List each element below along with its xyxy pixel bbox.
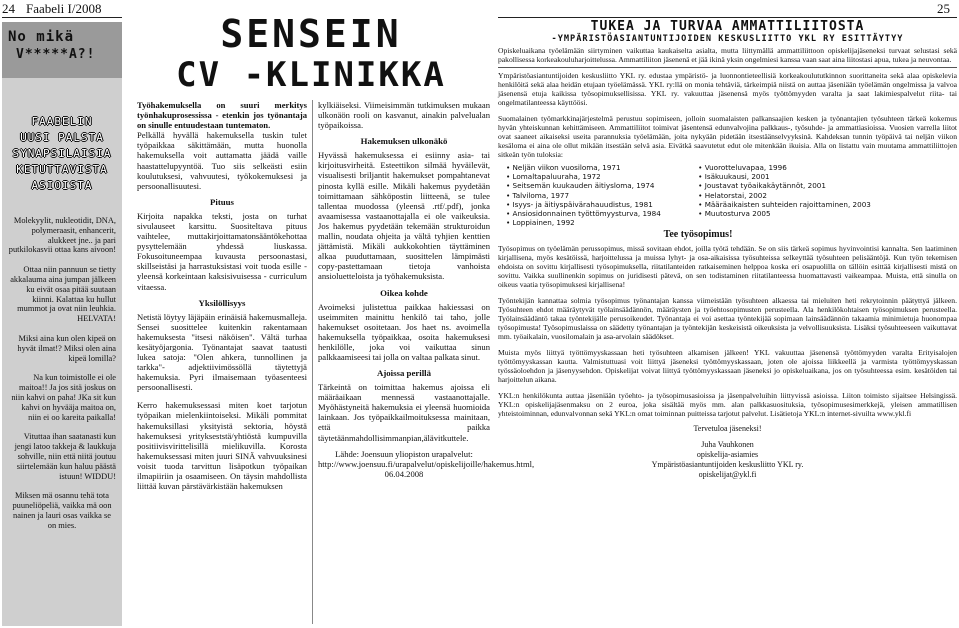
list-item: • Määräaikaisten suhteiden rajoittaminen, 2003 (698, 200, 957, 209)
sidebar-column-title-line: SYNAPSILAISIA (12, 147, 112, 160)
article1-heading-yksilollisyys: Yksilöllisyys (198, 297, 246, 308)
complaint-paragraph: Miksen mä osannu tehä tota puuneliöpeliä, vaikka mä oon nainen ja lauri osas vaikka se on mies. (12, 491, 112, 530)
sidebar-title-line2: V*****A?! (16, 47, 96, 62)
article1-paragraph: Netistä löytyy läjäpäin erinäisiä hakemusmalleja. Sensei suosittelee kuitenkin rakentamaan hakemuksesta "itsesi näköisen". Vältä turhaa kesätyöjargonia. Työnantajat saavat taatusti lukea satoja: "Olen ahkera, tunnollinen ja tarkka"- adjektiivimössöllä täytettyjä hakemuksia. Pyri ilmaisemaan työasenteesi persoonallisesti. (137, 311, 307, 393)
article1-paragraph: Avoimeksi julistettua paikkaa hakiessasi on useimmiten mainittu henkilö tai taho, jolle hakemukset osoitetaan. Jos haet ns. avoimella hakemuksella työpaikkaa, osoita hakemuksesi henkilölle, joka voi vaikuttaa sinun palkkaamiseesi tai jolla on valtaa palkata sinut. (318, 301, 490, 362)
article2-intro: Opiskeluaikana työelämään siirtyminen vaikuttaa kaukaiselta asialta, mutta liittymällä ammattiliittoon opiskelijajäseneksi turvaat selustasi sekä pakollisessa korkeakouluharjoittelussa. Ammattiliiton jäsenenä et jää ikinä yksin ongelmiesi kanssa vaan saat aina liitostasi apua, tukea ja neuvontaa. (498, 46, 957, 64)
article2-title: TUKEA JA TURVAA AMMATTILIITOSTA (590, 19, 865, 34)
article2-paragraph: Ympäristöasiantuntijoiden keskusliitto YKL ry. edustaa ympäristö- ja luonnontieteellisiä korkeakoulututkinnon suorittaneita sekä alaa opiskelevia henkilöitä sekä alaa heidän etujaan työelämässä. YKL ry:llä on monia tehtäviä, tärkeimpiä niistä on auttaa jäseniään työelämän ongelmissa ja valvoa jäsenensä etuja kaikissa työsopimuksellisissa. YKL ry. vakuuttaa jäsenensä myös työttömyyden varalta ja saat lakimiespalvelut riita- tai ongelmatilanteessa käyttöösi. (498, 71, 957, 107)
article1-source: Lähde: Joensuun yliopiston urapalvelut: http://www.joensuu.fi/urapalvelut/opiskelijoille/hakemus.html, 06.04.2008 (318, 448, 535, 479)
complaint-paragraph: Ottaa niin pannuun se tietty akkalauma aina jumpan jälkeen ku eivät osaa pitää suutaan kiinni. Kalattaa ku hullut mummot ja ovat niin leuhkia. HELVATA! (10, 265, 116, 324)
sidebar-complaints (2, 216, 122, 531)
article1-column2 (318, 100, 535, 479)
article1-paragraph: Kerro hakemuksessasi miten koet tarjotun työpaikan mielenkiintoiseksi. Mikäli pommitat hakemuksillasi yksityistä sektoria, höystä hakemuksesi yritykseststä/yhtiöstä kumpuvilla positiivisvirittelisillä mielikuvilla. Korosta hakemuksessasi miten juuri SINÄ vahvuuksinesi voisit tuoda tarvittun lisäpotkun työpaikan ilmapiiriin ja osaamiseen. On täysin mahdollista liittää kuvan pärstävärkistään hakemuksen (137, 400, 307, 492)
complaint-paragraph: Molekyylit, nukleotidit, DNA, polymeraasit, enhancerit, alukkeet jne.. ja pari putkilokasvii ottaa kans aivoon! (8, 216, 116, 255)
article2-paragraph: Suomalainen työmarkkinajärjestelmä perustuu sopimiseen, jolloin suomalaisten palkansaajien kesken ja työnantajien työsuhteen tärkeä kokemus hyvän yhteiskunnan kehittämiseen. Ammattiliitot toimivat jäsentensä edunvalvojina palkkaus-, työsuhde- ja ammattiasioissa. Vuosien varrella liitot ovat saaneet aikaiseksi useita parannuksia työelämään, joita nykyään pidetään itsestäänselvyyksinä. Kahdeksan tunnin työpäivä tai neljän viikon kesäloma ei aina ole ollut mikään itsestään selvä asia. Eivätkä saavutetut edut ole mitenkään ikuisia. Alla on listattu vain muutama ammattiliittojen sitkeän työn tuloksia: (498, 114, 957, 159)
article2-subtitle: -YMPÄRISTÖASIANTUNTIJOIDEN KESKUSLIITTO YKL RY ESITTÄYTYY (551, 34, 904, 44)
sidebar-column-title-line: UUSI PALSTA (20, 131, 104, 144)
signature-name: Juha Vauhkonen (701, 440, 754, 450)
achievements-list-left (498, 163, 690, 227)
list-item: • Neljän viikon vuosiloma, 1971 (506, 163, 690, 172)
list-item: • Lomaltapaluuraha, 1972 (506, 172, 690, 181)
article1-paragraph: Kirjoita napakka teksti, josta on turhat sivulauseet karsittu. Suositeltava pituus vaihtelee, muttakirjoittamatonsääntökehottaa pysyttelemään yhdessä liuskassa. Fokusoituneempaa kuvausta persoonastasi, skillseistäsi ja harrastuksistasi voit tuoda esille - yleensä korkeintaan kaksisivuisessa - curriculum vitaessa. (137, 210, 307, 292)
article2-signature (498, 440, 957, 480)
list-item: • Muutosturva 2005 (698, 209, 957, 218)
page-number-left: 24 (2, 1, 15, 16)
complaint-paragraph: Na kun toimistolle ei ole maitoa!! Ja jos sitä joskus on niin kahvi on paha! JKa sit kun kahvi on hyvääja maitoa on, niin ei oo kareita paikalla! (11, 373, 116, 422)
article1-column1 (137, 100, 307, 491)
complaint-paragraph: Vituttaa ihan saatanasti kun jengi latoo takkeja & laukkuja sohville, niin että niitä joutuu siirtelemään kun haluu päästä istuun! WIDDU! (14, 432, 116, 481)
column-divider (312, 100, 313, 624)
list-item: • Isäkuukausi, 2001 (698, 172, 957, 181)
article1-paragraph: Tärkeintä on toimittaa hakemus ajoissa eli määräaikaan mennessä vastaanottajalle. Myöhästyneitä hakemuksia ei yleensä huomioida lainkaan. Jos työpaikkailmoituksessa mainitaan, että paikka täytetäänmahdollisimmanpian,älävitkuttele. (318, 382, 490, 443)
achievements-list (498, 163, 957, 227)
article1-lead: Työhakemuksella on suuri merkitys työnhakuprosessissa - etenkin jos työnantaja on sinulle entuudestaan tuntematon. (137, 100, 307, 131)
list-item: • Joustavat työaikakäytännöt, 2001 (698, 181, 957, 190)
article2-rule (498, 67, 957, 68)
article1-paragraph: Pelkällä hyvällä hakemuksella tuskin tulet työpaikkaa säkittämään, mutta huonolla hakemuksella voit auttamatta jäädä vaille haastattelupyyntöä. Tuo siis selkeästi esiin koulutuksesi, vahvuutesi, työkokemuksesi ja persoonallisuutesi. (137, 130, 307, 191)
sidebar (2, 22, 122, 626)
article1-heading-oikea-kohde: Oikea kohde (380, 287, 428, 298)
article2-paragraph: YKL:n henkilökunta auttaa jäseniään työehto- ja työsopimusasioissa ja jäsenpalveluihin liittyvissä asioissa. Liiton toimisto sijaitsee Helsingissä. YKL:n opiskelijajäsenmaksu on 2 euroa, joka sisältää myös mm. alan palkkasuosituksia, työsopimusesimerkkejä, yleisen ammatillisen yhteistoiminnan, edunvalvonnan sekä YKL:n omat toiminnan puitteissa tarjotut palvelut. Lisätietoja YKL:n internet-sivuilta www.ykl.fi (498, 391, 957, 419)
sidebar-title-line1: No mikä (8, 29, 75, 45)
list-item: • Vuorotteluvapaa, 1996 (698, 163, 957, 172)
sidebar-title-area (2, 22, 122, 78)
article2-heading-tyosopimus: Tee työsopimus! (663, 229, 733, 241)
article1-heading-ajoissa: Ajoissa perillä (376, 368, 431, 379)
sidebar-column-title-line: KETUTTAVISTA (16, 163, 108, 176)
article1-heading-ulkonako: Hakemuksen ulkonäkö (360, 136, 448, 147)
article1-heading-pituus: Pituus (210, 196, 234, 207)
list-item: • Helatorstai, 2002 (698, 191, 957, 200)
article1-title: SENSEIN (220, 12, 402, 56)
signature-email: opiskelijat@ykl.fi (698, 470, 757, 480)
article1-subtitle: CV -KLINIKKA (176, 55, 446, 95)
article2 (498, 20, 957, 480)
list-item: • Isyys- ja äitiyspäivärahauudistus, 1981 (506, 200, 690, 209)
list-item: • Seitsemän kuukauden äitiysloma, 1974 (506, 181, 690, 190)
article2-paragraph: Muista myös liittyä työttömyyskassaan heti työsuhteen alkamisen jälkeen! YKL vakuuttaa jäsenensä työttömyyden varalta Erityisalojen työttömyyskassan kautta. Valmistuttuasi voit liittyä jäseneksi työttömyyskassaan, joten ole ajoissa liikkeellä ja varmista työttömyyskassan työssäoloehdon ja jäsenyysehdon. Opiskelijat voivat liittyä työttömyyskassaan jäseneksi jo opiskeluaikana, jos on työsuhteessa esim. kesätöiden tai harjoittelun aikana. (498, 348, 957, 385)
article2-closing: Tervetuloa jäseneksi! (693, 424, 762, 434)
article1-paragraph: kylkiäiseksi. Viimeisimmän tutkimuksen mukaan ulkonäön rooli on kasvanut, ainakin palvelualan työpaikoissa. (318, 100, 490, 131)
list-item: • Talviloma, 1977 (506, 191, 690, 200)
header-rule-right (498, 17, 957, 18)
article2-paragraph: Työsopimus on työelämän perussopimus, missä sovitaan ehdot, joilla työtä tehdään. Se on siis tärkeä sopimus hyvinvointisi kannalta. Sen laatiminen kirjallisena, myös kesätöissä, harjoittelussa ja muissa lyhyt- ja osa-aikaisissa työsuhteissa selkeyttää työsuhteen pelisääntöjä. Kun työn tekemisen ehdoista on sovittu kirjallisesti työsopimuksella, riitatilanteiden ratkaiseminen helppoa koska eri osapuolilla on tällöin esittää kirjallisesti mistä on sovittu. Vaikka suullinenkin sopimus on juridisesti pätevä, on sen todistaminen riitatilanteessa huomattavasti vaikeampaa. Muista, että sinulla on oikeus vaatia työsopimuksesi kirjallisena! (498, 244, 957, 290)
sidebar-column-title (2, 114, 122, 194)
list-item: • Loppiainen, 1992 (506, 218, 690, 227)
article1-paragraph: Hyvässä hakemuksessa ei esiinny asia- tai kirjoitusvirheitä. Esteettikon silmää hyväilevät, visualisesti briljantit hakemukset pompahtanevat pinosta kyllä esille. Mikäli hakemus pyydetään toimittamaan sähköpostin liitteenä, se tulee tallentaa muodossa (yleensä .rtf/.pdf), jonka avaamisessa vastaanottajalla ei ole vaikeuksia. Jos hakemus pyydetään tekemään strukturoidun mallin, noudata ohjeita ja vältä tyhjien kenttien jättämistä. Mikäli aukkokohtien täyttäminen alkaa puuduttamaan, suosittelen lämpimästi copy-pastettamaan tietoja vanhoista ansioluetteloista ja työhakemuksista. (318, 150, 490, 282)
magazine-issue: Faabeli I/2008 (26, 1, 102, 16)
article2-paragraph: Työntekijän kannattaa solmia työsopimus työnantajan kanssa viimeistään työsuhteen alkaessa tai mieluiten heti rekrytoinnin päätyttyä jälkeen. Työsuhteen ehdot määräytyvät työlainsäädännön, määräysten ja työehtosopimusten perusteella. Ala henkilökohtaisen työsopimuksen perusteella. Työlainsäädäntö takaa työntekijälle perusoikeudet. Työnantaja ei voi asettaa työntekijää sopimaan lainsäädännön takaamia minimietuja huonompaa työsopimusta! Työsopimuslaissa on säädetty työnantajan ja työntekijän keskeisistä oikeuksista ja velvollisuuksista. Lisäksi työsuhteeseen vaikuttavat mm. työaikalain, vuosilomalain ja asa-arvolain säädökset. (498, 296, 957, 342)
page-number-right: 25 (937, 1, 950, 16)
sidebar-column-title-line: FAABELIN (31, 115, 93, 128)
sidebar-column-title-line: ASIOISTA (31, 179, 93, 192)
complaint-paragraph: Miksi aina kun olen kipeä on hyvät ilmat!? Miksi olen aina kipeä lomilla? (17, 333, 116, 363)
signature-role: opiskelija-asiamies (696, 450, 759, 460)
signature-organization: Ympäristöasiantuntijoiden keskusliitto YKL ry. (651, 460, 804, 470)
list-item: • Ansiosidonnainen työttömyysturva, 1984 (506, 209, 690, 218)
header-rule-left (2, 17, 122, 18)
achievements-list-right (690, 163, 957, 227)
